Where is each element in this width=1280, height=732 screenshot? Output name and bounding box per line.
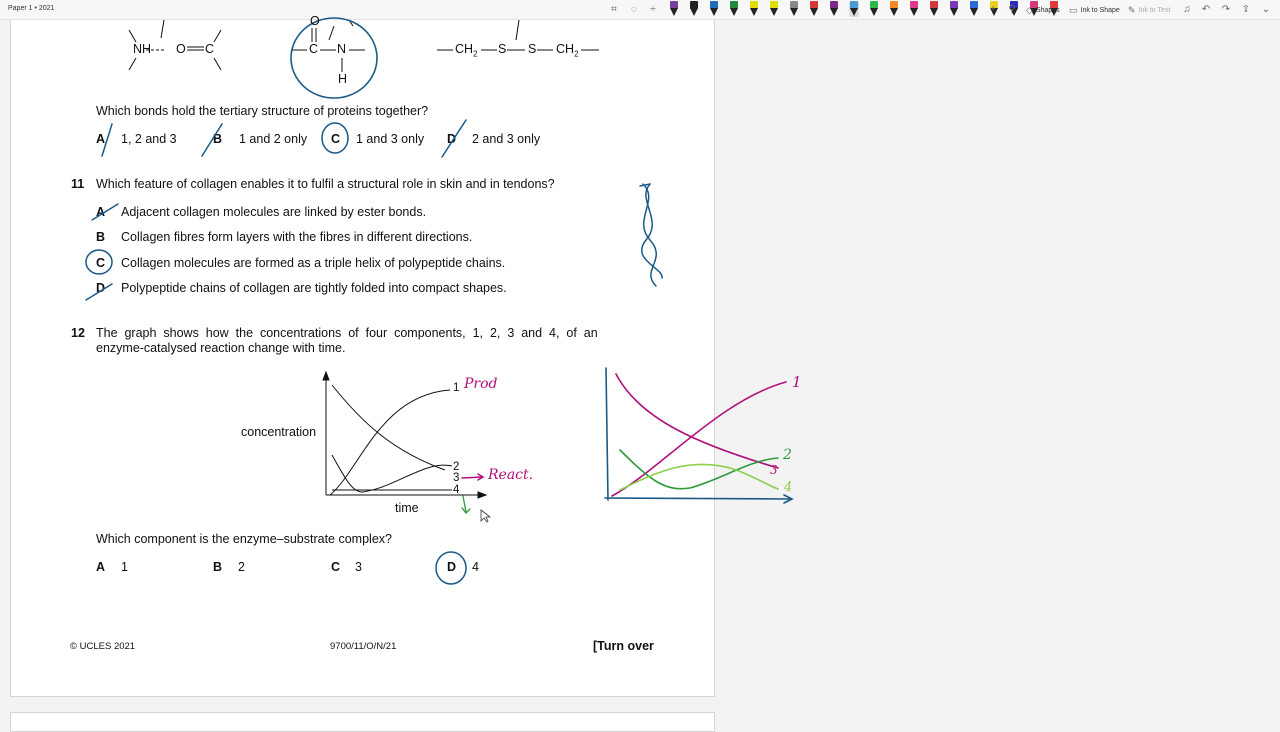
document-title: Paper 1 • 2021 xyxy=(8,5,55,12)
q10-option-a-letter[interactable]: A xyxy=(96,132,106,146)
footer-paper-code: 9700/11/O/N/21 xyxy=(330,641,397,652)
pen-2[interactable] xyxy=(689,1,699,17)
graph-xlabel: time xyxy=(395,501,419,515)
q10-option-c-letter[interactable]: C xyxy=(331,132,341,146)
q11-option-c-letter[interactable]: C xyxy=(96,256,106,270)
pen-15[interactable] xyxy=(949,1,959,17)
undo-icon[interactable]: ↶ xyxy=(1201,4,1211,15)
q10-option-a-text: 1, 2 and 3 xyxy=(121,132,177,146)
sketch-label-4: 4 xyxy=(784,480,793,495)
ink-effects-icon[interactable]: ⚲ xyxy=(1008,4,1016,15)
structure3-ch2-left: $CH_2$ xyxy=(455,42,478,59)
pen-10[interactable] xyxy=(849,1,859,17)
graph-ylabel: concentration xyxy=(241,425,317,439)
handwriting-react: React. xyxy=(488,467,534,483)
shapes-icon: ◇ xyxy=(1026,4,1033,15)
q12-option-b-letter[interactable]: B xyxy=(213,560,223,574)
shapes-button[interactable] xyxy=(1026,3,1060,17)
next-page-edge xyxy=(10,712,715,732)
structure1-nh: NH xyxy=(133,42,152,56)
pen-11[interactable] xyxy=(869,1,879,17)
redo-icon[interactable]: ↷ xyxy=(1221,4,1231,15)
more-options-icon[interactable]: ⌄ xyxy=(1261,4,1271,15)
q12-option-b-text: 2 xyxy=(238,560,245,574)
pen-12[interactable] xyxy=(889,1,899,17)
q11-option-b-letter[interactable]: B xyxy=(96,230,106,244)
q10-option-b-letter[interactable]: B xyxy=(213,132,223,146)
q11-number: 11 xyxy=(71,177,85,191)
share-icon[interactable]: ⇪ xyxy=(1241,4,1251,15)
pen-tip-icon xyxy=(830,8,838,16)
q12-number: 12 xyxy=(71,326,85,340)
pen-tip-icon xyxy=(950,8,958,16)
pen-tip-icon xyxy=(750,8,758,16)
q12-option-c-text: 3 xyxy=(355,560,362,574)
pen-6[interactable] xyxy=(769,1,779,17)
q11-option-d-letter[interactable]: D xyxy=(96,281,106,295)
ink-to-text-button[interactable] xyxy=(1128,3,1170,17)
footer-copyright: © UCLES 2021 xyxy=(70,641,136,652)
pen-tip-icon xyxy=(850,8,858,16)
structure2-o: O xyxy=(310,14,320,28)
q10-stem: Which bonds hold the tertiary structure of proteins together? xyxy=(96,104,429,118)
structure2-h: H xyxy=(338,72,348,86)
structure2-c: C xyxy=(309,42,319,56)
q11-option-c-text: Collagen molecules are formed as a triple helix of polypeptide chains. xyxy=(121,256,506,270)
q10-option-d-text: 2 and 3 only xyxy=(472,132,541,146)
handwriting-prod: Prod xyxy=(464,376,498,392)
pen-tip-icon xyxy=(770,8,778,16)
structure3-s1: S xyxy=(498,42,507,56)
pen-tip-icon xyxy=(670,8,678,16)
pen-tip-icon xyxy=(690,8,698,16)
q12-option-d-letter[interactable]: D xyxy=(447,560,457,574)
q12-stem-line1: The graph shows how the concentrations of four components, 1, 2, 3 and 4, of an xyxy=(96,326,598,340)
ink-to-text-label: Ink to Text xyxy=(1138,6,1171,14)
ink-to-shape-icon: ▭ xyxy=(1069,4,1078,15)
q11-option-b-text: Collagen fibres form layers with the fibres in different directions. xyxy=(121,230,473,244)
pen-13[interactable] xyxy=(909,1,919,17)
touch-select-icon[interactable]: ◌ xyxy=(631,4,637,15)
q12-option-a-letter[interactable]: A xyxy=(96,560,106,574)
structure1-c: C xyxy=(205,42,215,56)
pen-tip-icon xyxy=(790,8,798,16)
ink-to-shape-button[interactable] xyxy=(1069,3,1120,17)
q12-option-a-text: 1 xyxy=(121,560,128,574)
sketch-label-1: 1 xyxy=(792,373,802,391)
pen-16[interactable] xyxy=(969,1,979,17)
ink-to-text-icon: ✎ xyxy=(1128,4,1136,15)
structure1-o: O xyxy=(176,42,186,56)
structure2-n: N xyxy=(337,42,347,56)
pen-tip-icon xyxy=(890,8,898,16)
document-page xyxy=(10,14,715,697)
ink-replay-icon[interactable]: ♫ xyxy=(1183,4,1191,15)
sketch-label-3: 3 xyxy=(770,463,778,477)
structure3-s2: S xyxy=(528,42,537,56)
structure3-ch2-right: $CH_2$ xyxy=(556,42,579,59)
pen-3[interactable] xyxy=(709,1,719,17)
add-pen-icon[interactable]: + xyxy=(990,4,996,15)
curve-label-1: 1 xyxy=(453,382,460,394)
pen-5[interactable] xyxy=(749,1,759,17)
pen-tip-icon xyxy=(710,8,718,16)
pen-8[interactable] xyxy=(809,1,819,17)
pen-tip-icon xyxy=(910,8,918,16)
insert-space-icon[interactable]: ÷ xyxy=(650,4,656,15)
q12-stem-line2: enzyme-catalysed reaction change with time. xyxy=(96,341,346,355)
pen-14[interactable] xyxy=(929,1,939,17)
pen-1[interactable] xyxy=(669,1,679,17)
pen-tip-icon xyxy=(970,8,978,16)
q10-option-b-text: 1 and 2 only xyxy=(239,132,308,146)
ink-toolbar xyxy=(0,0,1280,20)
pen-4[interactable] xyxy=(729,1,739,17)
ink-to-shape-label: Ink to Shape xyxy=(1080,6,1120,14)
curve-label-4: 4 xyxy=(453,484,460,496)
q11-stem: Which feature of collagen enables it to fulfil a structural role in skin and in tendons? xyxy=(96,177,555,191)
q11-option-a-text: Adjacent collagen molecules are linked by ester bonds. xyxy=(121,205,427,219)
q12-question: Which component is the enzyme–substrate complex? xyxy=(96,532,392,546)
footer-turn-over: [Turn over xyxy=(593,639,654,653)
q12-option-d-text: 4 xyxy=(472,560,479,574)
pen-7[interactable] xyxy=(789,1,799,17)
q11-option-d-text: Polypeptide chains of collagen are tightly folded into compact shapes. xyxy=(121,281,507,295)
pen-tip-icon xyxy=(930,8,938,16)
q12-option-c-letter[interactable]: C xyxy=(331,560,341,574)
lasso-select-icon[interactable]: ⌗ xyxy=(611,4,617,15)
q10-option-d-letter[interactable]: D xyxy=(447,132,457,146)
shapes-label: Shapes xyxy=(1035,6,1060,14)
curve-label-3: 3 xyxy=(453,472,460,484)
curve-label-2: 2 xyxy=(453,461,460,473)
sketch-label-2: 2 xyxy=(783,447,792,463)
q10-option-c-text: 1 and 3 only xyxy=(356,132,425,146)
pen-tip-icon xyxy=(730,8,738,16)
pen-tip-icon xyxy=(870,8,878,16)
pen-tip-icon xyxy=(810,8,818,16)
q11-option-a-letter[interactable]: A xyxy=(96,205,106,219)
pen-9[interactable] xyxy=(829,1,839,17)
bond-structures-diagram xyxy=(11,20,716,100)
